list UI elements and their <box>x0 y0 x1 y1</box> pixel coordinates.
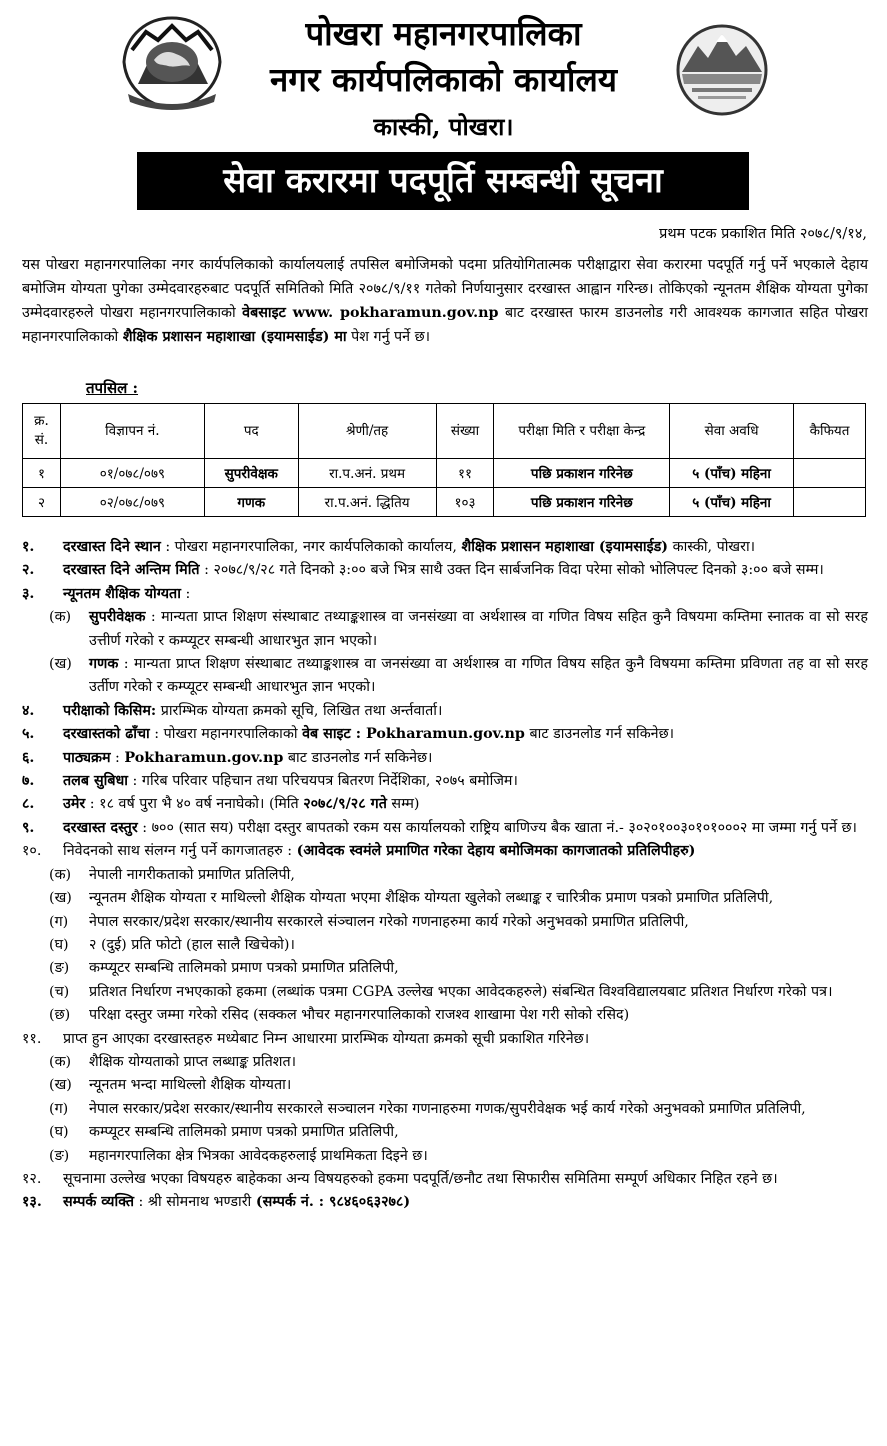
schedule-table <box>22 403 866 517</box>
criteria-text: शैक्षिक योग्यताको प्राप्त लब्धाङ्क प्रतिशत। <box>89 1053 297 1070</box>
sub-label: (ख) <box>49 656 72 673</box>
item-text: कास्की, पोखरा। <box>668 539 756 555</box>
document-item <box>22 887 868 910</box>
document-item <box>22 911 868 934</box>
col-header: परीक्षा मिति र परीक्षा केन्द्र <box>494 404 670 459</box>
intro-paragraph <box>22 253 868 349</box>
post-name: सुपरीवेक्षक <box>89 609 146 626</box>
document-text: प्रतिशत निर्धारण नभएकाको हकमा (लब्धांक पत्रमा CGPA उल्लेख भएका आवेदकहरुले) संबन्धित विश्वविद्यालयबाट प्रतिशत निर्धारण गरेको पत्र। <box>89 983 833 1000</box>
list-item <box>22 536 868 559</box>
document-item <box>22 1004 868 1027</box>
item-text: : पोखरा महानगरपालिका, नगर कार्यपलिकाको कार्यालय, <box>160 539 462 555</box>
table-cell: १ <box>23 459 61 488</box>
item-text: : गरिब परिवार पहिचान तथा परिचयपत्र बितरण निर्देशिका, २०७५ बमोजिम। <box>128 773 518 790</box>
table-row <box>23 488 866 517</box>
table-cell: ०२/०७८/०७९ <box>60 488 204 517</box>
list-item <box>22 747 868 770</box>
sub-label: (घ) <box>49 936 69 953</box>
list-item <box>22 770 868 793</box>
sub-label: (ङ) <box>49 1147 70 1164</box>
table-cell: २ <box>23 488 61 517</box>
col-header: पद <box>204 404 298 459</box>
criteria-item <box>22 1121 868 1144</box>
table-cell: १०३ <box>436 488 494 517</box>
item-title: तलब सुबिधा <box>63 773 129 790</box>
schedule-label: तपसिल : <box>86 379 139 397</box>
item-number: २. <box>22 562 35 579</box>
item-text: : २०७८/९/२८ गते दिनको ३:०० बजे भित्र साथै उक्त दिन सार्बजनिक विदा परेमा सोको भोलिपल्ट दिनको ३:०० बजे सम्म। <box>199 562 824 579</box>
criteria-item <box>22 1051 868 1074</box>
table-cell: पछि प्रकाशन गरिनेछ <box>494 488 670 517</box>
item-title: दरखास्त दिने अन्तिम मिति <box>63 562 200 579</box>
item-bold: शैक्षिक प्रशासन महाशाखा (इयामसाईड) <box>461 539 669 555</box>
col-header: सेवा अवधि <box>670 404 794 459</box>
item-number: १२. <box>22 1170 42 1187</box>
item-text: सम्म) <box>386 796 420 813</box>
table-cell: पछि प्रकाशन गरिनेछ <box>494 459 670 488</box>
table-header-row <box>23 404 866 459</box>
sub-label: (क) <box>49 609 72 626</box>
item-number: ९. <box>22 819 35 836</box>
table-cell: ५ (पाँच) महिना <box>670 488 794 517</box>
criteria-item <box>22 1098 868 1121</box>
item-title: उमेर <box>63 796 86 813</box>
criteria-item <box>22 1145 868 1168</box>
sub-label: (क) <box>49 1053 72 1070</box>
item-text: बाट डाउनलोड गर्न सकिनेछ। <box>283 749 433 766</box>
item-text: सूचनामा उल्लेख भएका विषयहरु बाहेकका अन्य विषयहरुको हकमा पदपूर्ति/छनौट तथा सिफारीस समितिमा सम्पूर्ण अधिकार निहित रहने छ। <box>63 1170 778 1187</box>
table-cell: रा.प.अनं. प्रथम <box>298 459 436 488</box>
item-text: : श्री सोमनाथ भण्डारी <box>134 1194 256 1211</box>
publication-date: प्रथम पटक प्रकाशित मिति २०७८/९/१४, <box>659 226 867 242</box>
document-text: नेपाल सरकार/प्रदेश सरकार/स्थानीय सरकारले संञ्चालन गरेको गणनाहरुमा कार्य गरेको अनुभवको प्रमाणित प्रतिलिपी, <box>89 913 689 930</box>
list-item <box>22 1028 868 1051</box>
sub-label: (घ) <box>49 1124 69 1141</box>
item-bold: वेब साइट : Pokharamun.gov.np <box>302 726 525 743</box>
table-cell: गणक <box>204 488 298 517</box>
item-text: : पोखरा महानगरपालिकाको <box>149 726 303 743</box>
item-text: प्रारम्भिक योग्यता क्रमको सूचि, लिखित तथा अर्न्तवार्ता। <box>156 702 443 719</box>
intro-text-2: बाट दरखास्त फारम डाउनलोड गरी आवश्यक कागजात सहित पोखरा महानगरपालिकाको <box>22 305 868 345</box>
item-bold: २०७८/९/२८ गते <box>303 796 387 813</box>
document-item <box>22 957 868 980</box>
list-item <box>22 723 868 746</box>
table-cell: ५ (पाँच) महिना <box>670 459 794 488</box>
post-name: गणक <box>89 656 119 673</box>
org-name: पोखरा महानगरपालिका <box>305 14 582 53</box>
col-header: श्रेणी/तह <box>298 404 436 459</box>
item-title: दरखास्त दिने स्थान <box>63 539 161 555</box>
item-title: परीक्षाको किसिम: <box>63 702 157 719</box>
item-text: प्राप्त हुन आएका दरखास्तहरु मध्येबाट निम्न आधारमा प्रारम्भिक योग्यता क्रमको सूची प्रकाशित गरिनेछ। <box>63 1030 590 1047</box>
document-item <box>22 981 868 1004</box>
document-item <box>22 934 868 957</box>
sub-label: (ख) <box>49 890 72 907</box>
table-cell: ०१/०७८/०७९ <box>60 459 204 488</box>
item-number: ५. <box>22 726 35 743</box>
sub-label: (ङ) <box>49 960 70 977</box>
criteria-text: नेपाल सरकार/प्रदेश सरकार/स्थानीय सरकारले सञ्चालन गरेका गणनाहरुमा गणक/सुपरीवेक्षक भई कार्य गरेको अनुभवको प्रमाणित प्रतिलिपी, <box>89 1100 806 1117</box>
terms-list <box>22 536 868 1215</box>
item-number: ८. <box>22 796 35 813</box>
col-header: कैफियत <box>794 404 866 459</box>
sub-label: (ग) <box>49 1100 69 1117</box>
qualification-item <box>22 653 868 700</box>
item-text: निवेदनको साथ संलग्न गर्नु पर्ने कागजातहरु : <box>63 843 297 860</box>
list-item <box>22 1168 868 1191</box>
document-text: नेपाली नागरीकताको प्रमाणित प्रतिलिपी, <box>89 866 295 883</box>
col-header: विज्ञापन नं. <box>60 404 204 459</box>
intro-text-3: पेश गर्नु पर्ने छ। <box>346 329 431 345</box>
list-item <box>22 817 868 840</box>
item-number: १३. <box>22 1194 42 1211</box>
sub-label: (क) <box>49 866 72 883</box>
section-name: शैक्षिक प्रशासन महाशाखा (इयामसाईड) <box>122 329 330 345</box>
table-cell: ११ <box>436 459 494 488</box>
sub-label: (च) <box>49 983 70 1000</box>
item-bold: Pokharamun.gov.np <box>124 749 284 766</box>
item-title: न्यूनतम शैक्षिक योग्यता <box>63 585 181 602</box>
document-text: परिक्षा दस्तुर जम्मा गरेको रसिद (सक्कल भौचर महानगरपालिकाको राजश्व शाखामा पेश गरी सोको रसिद) <box>89 1007 630 1024</box>
item-number: ६. <box>22 749 35 766</box>
criteria-item <box>22 1074 868 1097</box>
item-text: : <box>110 749 125 766</box>
pokhara-metropolitan-logo <box>674 22 770 118</box>
list-item <box>22 700 868 723</box>
item-text: : १८ वर्ष पुरा भै ४० वर्ष ननाघेको। (मिति <box>85 796 304 813</box>
item-number: १. <box>22 539 35 555</box>
qualification-text: : मान्यता प्राप्त शिक्षण संस्थाबाट तथ्याङ्कशास्त्र वा जनसंख्या वा अर्थशास्त्र वा गणित विषय सहित कुनै विषयमा कम्तिमा स्नातक वा सो सरह उत्तीर्ण गरेको र कम्प्यूटर सम्बन्धी आधारभुत ज्ञान भएको। <box>89 609 868 649</box>
item-text: बाट डाउनलोड गर्न सकिनेछ। <box>524 726 675 743</box>
location: कास्की, पोखरा। <box>373 112 514 141</box>
criteria-text: कम्प्यूटर सम्बन्धि तालिमको प्रमाण पत्रको प्रमाणित प्रतिलिपी, <box>89 1124 399 1141</box>
col-header: संख्या <box>436 404 494 459</box>
item-number: ४. <box>22 702 35 719</box>
list-item <box>22 583 868 606</box>
list-item <box>22 559 868 582</box>
table-cell <box>794 459 866 488</box>
intro-bold-3: मा <box>329 329 347 345</box>
table-row <box>23 459 866 488</box>
contact-number: (सम्पर्क नं. : ९८४६०६३२७८) <box>255 1194 411 1211</box>
item-number: ३. <box>22 585 35 602</box>
item-text: : ७०० (सात सय) परीक्षा दस्तुर बापतको रकम यस कार्यालयको राष्ट्रिय बाणिज्य बैक खाता नं.- ३०२०१००३०१०१०००२ मा जम्मा गर्नु पर्ने छ। <box>137 819 857 836</box>
table-cell: रा.प.अनं. द्धितिय <box>298 488 436 517</box>
qualification-item <box>22 606 868 653</box>
sub-label: (ग) <box>49 913 69 930</box>
item-number: ७. <box>22 773 35 790</box>
list-item <box>22 1191 868 1214</box>
list-item <box>22 793 868 816</box>
sub-label: (ख) <box>49 1077 72 1094</box>
item-bold: (आवेदक स्वमंले प्रमाणित गरेका देहाय बमोजिमका कागजातको प्रतिलिपीहरु) <box>296 843 696 860</box>
criteria-text: महानगरपालिका क्षेत्र भित्रका आवेदकहरुलाई प्राथमिकता दिइने छ। <box>89 1147 428 1164</box>
intro-text-1: यस पोखरा महानगरपालिका नगर कार्यपलिकाको कार्यालयलाई तपसिल बमोजिमको पदमा प्रतियोगितात्मक परीक्षाद्वारा सेवा करारमा पदपूर्ति गर्नु पर्ने भएकाले देहाय बमोजिम योग्यता पुगेका उम्मेदवारहरुबाट पदपूर्ति समितिको मिति २०७८/९/११ गतेको निर्णयानुसार दरखास्त आह्वान गरिन्छ। तोकिएको न्यूनतम शैक्षिक योग्यता पुगेका उम्मेदवारहरुले पोखरा महानगरपालिकाको <box>22 257 868 321</box>
notice-title-banner: सेवा करारमा पदपूर्ति सम्बन्धी सूचना <box>137 152 749 210</box>
list-item <box>22 840 868 863</box>
document-text: न्यूनतम शैक्षिक योग्यता र माथिल्लो शैक्षिक योग्यता भएमा शैक्षिक योग्यता खुलेको लब्धाङ्क र चारित्रीक प्रमाण पत्रको प्रमाणित प्रतिलिपी, <box>89 890 774 907</box>
sub-label: (छ) <box>49 1007 71 1024</box>
item-number: ११. <box>22 1030 42 1047</box>
table-cell: सुपरीवेक्षक <box>204 459 298 488</box>
document-item <box>22 864 868 887</box>
item-title: पाठ्यक्रम <box>63 749 111 766</box>
table-cell <box>794 488 866 517</box>
item-number: १०. <box>22 843 42 860</box>
document-text: कम्प्यूटर सम्बन्धि तालिमको प्रमाण पत्रको प्रमाणित प्रतिलिपी, <box>89 960 399 977</box>
col-header: क्र. सं. <box>23 404 61 459</box>
qualification-text: : मान्यता प्राप्त शिक्षण संस्थाबाट तथ्याङ्कशास्त्र वा जनसंख्या वा अर्थशास्त्र वा गणित विषय सहित कुनै विषयमा कम्तिमा प्रविणता तह वा सो सरह उर्तीण गरेको र कम्प्यूटर सम्बन्धी आधारभुत ज्ञान भएको। <box>89 656 868 696</box>
website-label: वेबसाइट www. pokharamun.gov.np <box>242 305 499 321</box>
office-name: नगर कार्यपलिकाको कार्यालय <box>270 60 617 99</box>
item-title: सम्पर्क व्यक्ति <box>63 1194 134 1211</box>
item-title: दरखास्तको ढाँचा <box>63 726 150 743</box>
item-text: : <box>180 585 191 602</box>
item-title: दरखास्त दस्तुर <box>63 819 138 836</box>
criteria-text: न्यूनतम भन्दा माथिल्लो शैक्षिक योग्यता। <box>89 1077 292 1094</box>
document-text: २ (दुई) प्रति फोटो (हाल सालै खिचेको)। <box>89 936 295 953</box>
